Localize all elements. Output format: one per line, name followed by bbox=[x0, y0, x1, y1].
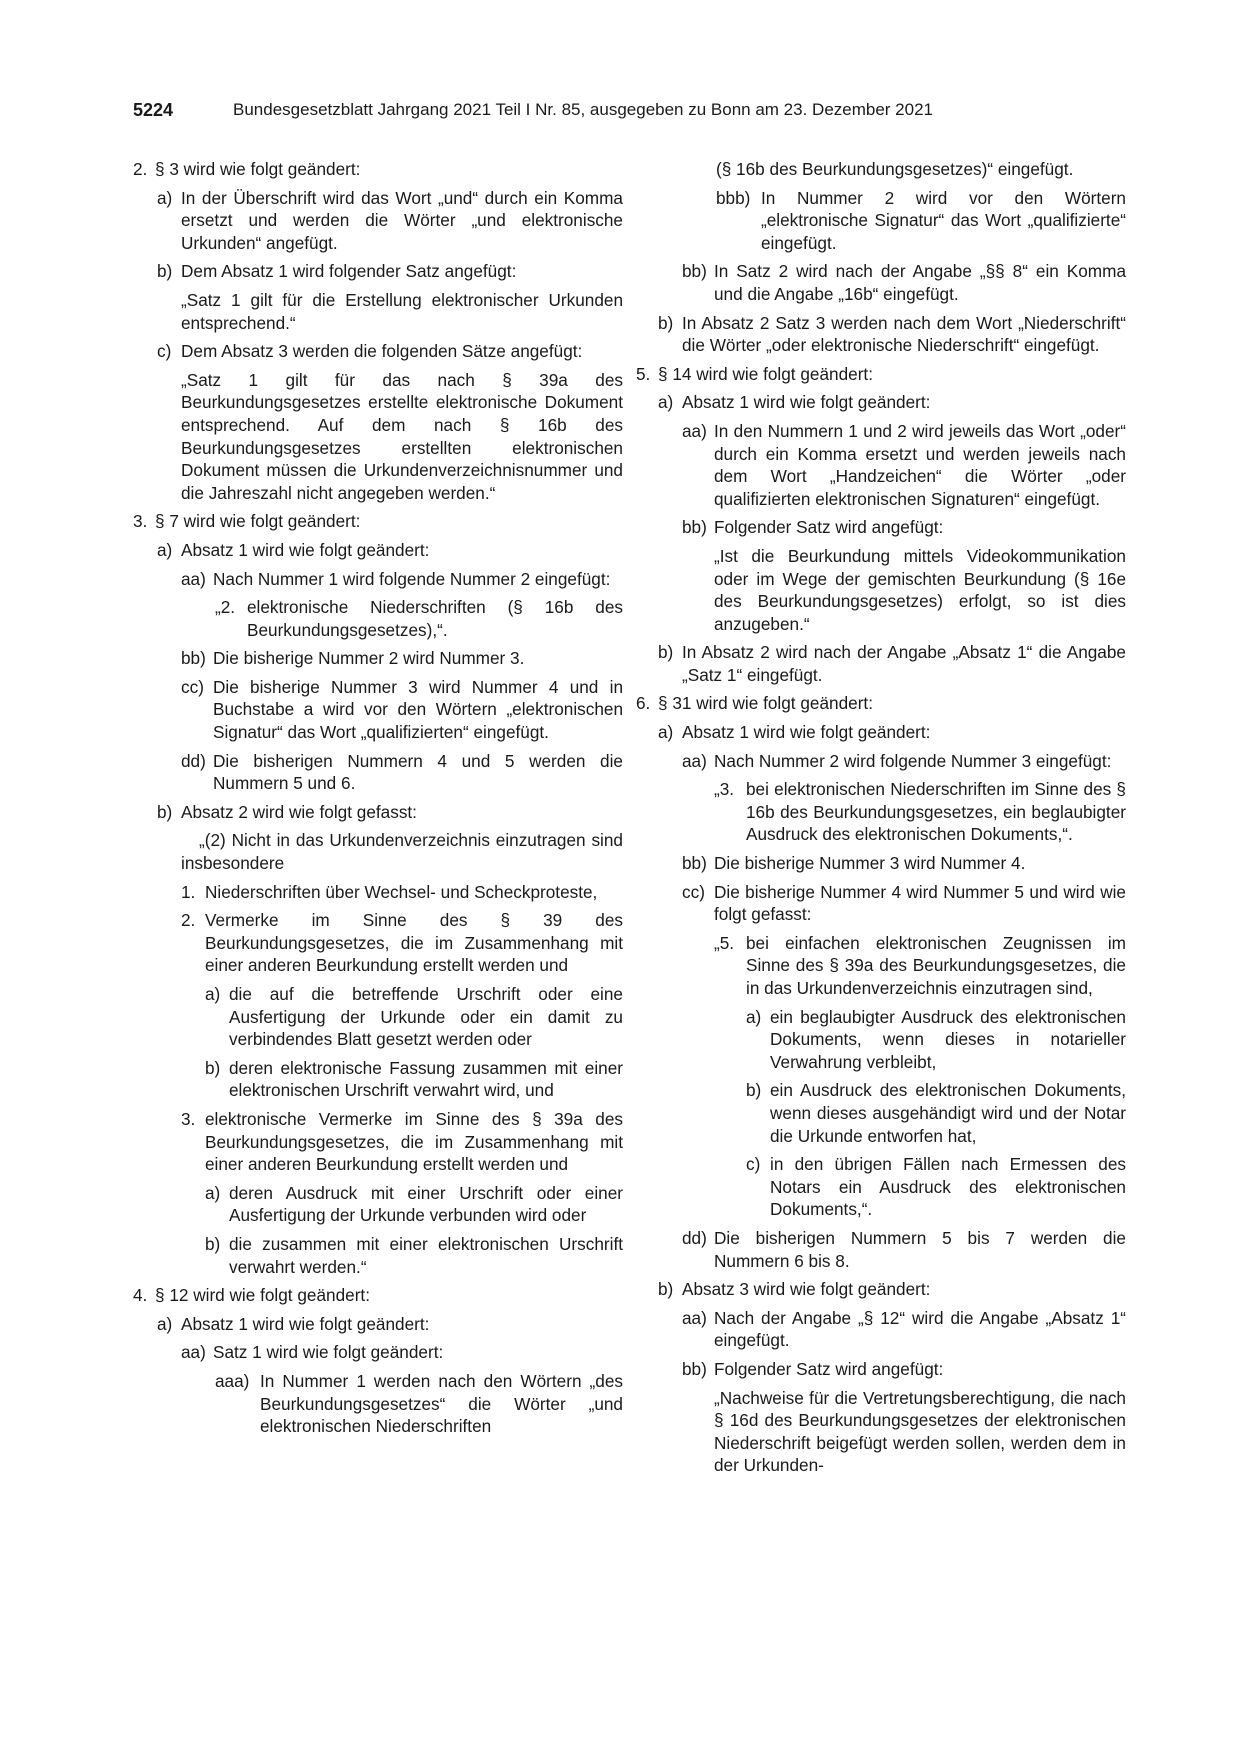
item-label: b) bbox=[658, 312, 674, 333]
list-item bbox=[133, 1057, 623, 1102]
item-label: a) bbox=[157, 187, 173, 208]
item-label: a) bbox=[157, 1313, 173, 1334]
list-item bbox=[133, 1370, 623, 1438]
item-label: b) bbox=[658, 642, 674, 663]
list-item bbox=[636, 260, 1126, 305]
item-text: Absatz 2 wird wie folgt gefasst: bbox=[181, 801, 417, 822]
item-text: Absatz 1 wird wie folgt geändert: bbox=[682, 392, 931, 413]
item-label: a) bbox=[746, 1006, 762, 1027]
item-text: deren elektronische Fassung zusammen mit einer elektronischen Urschrift verwahrt wird, und bbox=[229, 1057, 623, 1101]
item-text: § 7 wird wie folgt geändert: bbox=[155, 511, 361, 532]
item-text: bei einfachen elektronischen Zeugnissen im Sinne des § 39a des Beurkundungsgesetzes, die in das Urkundenverzeichnis einzutragen sind, bbox=[746, 932, 1126, 998]
item-label: aa) bbox=[682, 750, 707, 771]
paragraph: (§ 16b des Beurkundungsgesetzes)“ eingefügt. bbox=[716, 159, 1074, 179]
item-text: § 14 wird wie folgt geändert: bbox=[658, 363, 873, 384]
item-text: deren Ausdruck mit einer Urschrift oder einer Ausfertigung der Urkunde verbunden wird oder bbox=[229, 1182, 623, 1226]
list-item bbox=[636, 692, 1126, 715]
item-text: § 3 wird wie folgt geändert: bbox=[155, 159, 361, 179]
list-item bbox=[133, 801, 623, 824]
list-item bbox=[636, 1307, 1126, 1352]
item-label: 4. bbox=[133, 1285, 148, 1306]
item-label: a) bbox=[658, 722, 674, 743]
item-text: Absatz 1 wird wie folgt geändert: bbox=[682, 722, 931, 743]
list-item bbox=[133, 1182, 623, 1227]
item-label: b) bbox=[157, 801, 173, 822]
item-text: In Satz 2 wird nach der Angabe „§§ 8“ ein Komma und die Angabe „16b“ eingefügt. bbox=[714, 261, 1126, 304]
item-label: bb) bbox=[682, 517, 707, 538]
item-text: Nach der Angabe „§ 12“ wird die Angabe „Absatz 1“ eingefügt. bbox=[714, 1307, 1126, 1351]
list-item bbox=[133, 539, 623, 562]
item-text: Die bisherige Nummer 3 wird Nummer 4. bbox=[714, 853, 1026, 874]
item-text: elektronische Niederschriften (§ 16b des Beurkundungsgesetzes),“. bbox=[247, 597, 623, 640]
list-item bbox=[636, 187, 1126, 255]
item-text: Absatz 3 wird wie folgt geändert: bbox=[682, 1279, 931, 1300]
item-text: Folgender Satz wird angefügt: bbox=[714, 1358, 944, 1379]
item-label: a) bbox=[205, 984, 221, 1004]
item-label: „2. bbox=[215, 597, 236, 618]
list-item bbox=[133, 1284, 623, 1307]
item-text: In Absatz 2 wird nach der Angabe „Absatz 1“ die Angabe „Satz 1“ eingefügt. bbox=[682, 642, 1126, 685]
item-label: cc) bbox=[181, 676, 204, 697]
paragraph: „Satz 1 gilt für das nach § 39a des Beurkundungsgesetzes erstellte elektronische Dokument entsprechend. Auf dem nach § 16b des Beurkundungsgesetzes erstellten elektronischen Dokument müssen die Urkundenverzeichnisnummer und die Jahreszahl nicht angegeben werden.“ bbox=[181, 369, 623, 503]
item-label: „3. bbox=[714, 779, 735, 800]
list-item bbox=[133, 340, 623, 363]
paragraph: „(2) Nicht in das Urkundenverzeichnis einzutragen sind insbesondere bbox=[181, 830, 623, 874]
list-item bbox=[636, 1153, 1126, 1221]
item-text: Vermerke im Sinne des § 39 des Beurkundungsgesetzes, die im Zusammenhang mit einer anderen Beurkundung erstellt werden und bbox=[205, 910, 623, 976]
item-label: bb) bbox=[682, 261, 707, 282]
list-item bbox=[636, 391, 1126, 414]
item-label: a) bbox=[658, 392, 674, 413]
item-label: b) bbox=[658, 1279, 674, 1300]
item-label: aa) bbox=[682, 420, 707, 441]
item-label: bb) bbox=[682, 1358, 707, 1379]
list-item bbox=[636, 778, 1126, 846]
item-text: Absatz 1 wird wie folgt geändert: bbox=[181, 539, 430, 560]
list-item bbox=[636, 363, 1126, 386]
item-text: Die bisherige Nummer 3 wird Nummer 4 und in Buchstabe a wird vor den Wörtern „elektronischen Signatur“ das Wort „qualifizierten“ eingefügt. bbox=[213, 676, 623, 743]
list-item bbox=[636, 852, 1126, 875]
left-column bbox=[133, 158, 623, 1444]
list-item bbox=[133, 187, 623, 255]
list-item bbox=[636, 1278, 1126, 1301]
item-text: Nach Nummer 2 wird folgende Nummer 3 eingefügt: bbox=[714, 750, 1112, 771]
item-label: bbb) bbox=[716, 187, 751, 208]
list-item bbox=[133, 568, 623, 591]
item-text: In Nummer 2 wird vor den Wörtern „elektronische Signatur“ das Wort „qualifizierte“ eingefügt. bbox=[761, 187, 1126, 253]
item-text: Die bisherigen Nummern 4 und 5 werden die Nummern 5 und 6. bbox=[213, 750, 623, 794]
item-text: In Nummer 1 werden nach den Wörtern „des Beurkundungsgesetzes“ die Wörter „und elektronischen Niederschriften bbox=[260, 1370, 623, 1437]
item-label: bb) bbox=[181, 648, 206, 669]
item-text: Nach Nummer 1 wird folgende Nummer 2 eingefügt: bbox=[213, 568, 611, 589]
list-item bbox=[636, 420, 1126, 510]
item-text: Die bisherige Nummer 2 wird Nummer 3. bbox=[213, 648, 525, 669]
list-item bbox=[636, 1227, 1126, 1272]
item-text: ein Ausdruck des elektronischen Dokuments, wenn dieses ausgehändigt wird und der Notar die Urkunde entworfen hat, bbox=[770, 1080, 1126, 1146]
list-item bbox=[636, 516, 1126, 539]
list-item bbox=[636, 641, 1126, 686]
item-label: 2. bbox=[181, 910, 196, 931]
item-text: In der Überschrift wird das Wort „und“ durch ein Komma ersetzt und werden die Wörter „und elektronische Urkunden“ angefügt. bbox=[181, 187, 623, 253]
item-text: In den Nummern 1 und 2 wird jeweils das Wort „oder“ durch ein Komma ersetzt und werden jeweils nach dem Wort „Handzeichen“ die Wörter „oder qualifizierten elektronischen Signaturen“ eingefügt. bbox=[714, 420, 1126, 509]
item-label: cc) bbox=[682, 881, 705, 902]
item-text: Satz 1 wird wie folgt geändert: bbox=[213, 1342, 444, 1363]
list-item bbox=[133, 676, 623, 744]
list-item bbox=[636, 721, 1126, 744]
list-item bbox=[133, 1313, 623, 1336]
item-text: in den übrigen Fällen nach Ermessen des Notars ein Ausdruck des elektronischen Dokuments,“. bbox=[770, 1154, 1126, 1220]
item-label: aa) bbox=[181, 1342, 206, 1363]
item-label: 3. bbox=[181, 1108, 196, 1129]
item-label: dd) bbox=[181, 750, 206, 771]
item-label: c) bbox=[746, 1154, 761, 1175]
item-label: 2. bbox=[133, 159, 148, 179]
item-text: Absatz 1 wird wie folgt geändert: bbox=[181, 1313, 430, 1334]
list-item bbox=[133, 750, 623, 795]
item-text: bei elektronischen Niederschriften im Sinne des § 16b des Beurkundungsgesetzes, ein beglaubigter Ausdruck des elektronischen Dokuments,“. bbox=[746, 779, 1126, 845]
list-item bbox=[133, 596, 623, 641]
item-text: Niederschriften über Wechsel- und Scheckproteste, bbox=[205, 881, 598, 902]
page-number: 5224 bbox=[133, 100, 174, 120]
item-label: 1. bbox=[181, 881, 196, 902]
list-item bbox=[133, 983, 623, 1051]
item-label: c) bbox=[157, 341, 172, 362]
item-text: ein beglaubigter Ausdruck des elektronischen Dokuments, wenn dieses in notarieller Verwahrung verbleibt, bbox=[770, 1006, 1126, 1072]
list-item bbox=[636, 1079, 1126, 1147]
running-title: Bundesgesetzblatt Jahrgang 2021 Teil I Nr. 85, ausgegeben zu Bonn am 23. Dezember 2021 bbox=[233, 100, 933, 119]
item-text: § 12 wird wie folgt geändert: bbox=[155, 1285, 370, 1306]
item-label: b) bbox=[746, 1080, 762, 1101]
item-label: aa) bbox=[181, 568, 206, 589]
item-label: a) bbox=[205, 1182, 221, 1203]
item-text: die zusammen mit einer elektronischen Urschrift verwahrt werden.“ bbox=[229, 1233, 623, 1277]
item-label: aaa) bbox=[215, 1370, 250, 1391]
item-label: a) bbox=[157, 539, 173, 560]
paragraph: „Satz 1 gilt für die Erstellung elektronischer Urkunden entsprechend.“ bbox=[181, 289, 623, 333]
item-label: bb) bbox=[682, 853, 707, 874]
list-item bbox=[133, 1233, 623, 1278]
list-item bbox=[133, 1108, 623, 1176]
list-item bbox=[133, 510, 623, 533]
list-item bbox=[133, 1341, 623, 1364]
item-label: „5. bbox=[714, 932, 735, 953]
item-label: 6. bbox=[636, 693, 651, 714]
item-text: Die bisherigen Nummern 5 bis 7 werden die Nummern 6 bis 8. bbox=[714, 1227, 1126, 1271]
item-text: § 31 wird wie folgt geändert: bbox=[658, 693, 873, 714]
item-text: Dem Absatz 3 werden die folgenden Sätze angefügt: bbox=[181, 341, 583, 362]
item-text: Folgender Satz wird angefügt: bbox=[714, 517, 944, 538]
right-column bbox=[636, 158, 1126, 1483]
list-item bbox=[636, 750, 1126, 773]
list-item bbox=[133, 647, 623, 670]
item-text: Die bisherige Nummer 4 wird Nummer 5 und wird wie folgt gefasst: bbox=[714, 881, 1126, 925]
paragraph: „Nachweise für die Vertretungsberechtigung, die nach § 16d des Beurkundungsgesetzes der elektronischen Niederschrift beigefügt werden sollen, werden dem in der Urkunden- bbox=[714, 1387, 1126, 1476]
list-item bbox=[133, 909, 623, 977]
item-text: die auf die betreffende Urschrift oder eine Ausfertigung der Urkunde oder ein damit zu verbindendes Blatt gesetzt werden oder bbox=[229, 984, 623, 1050]
list-item bbox=[636, 1358, 1126, 1381]
list-item bbox=[133, 881, 623, 904]
list-item bbox=[636, 312, 1126, 357]
item-text: Dem Absatz 1 wird folgender Satz angefügt: bbox=[181, 261, 517, 282]
list-item bbox=[636, 881, 1126, 926]
list-item bbox=[636, 932, 1126, 1000]
item-label: b) bbox=[157, 261, 173, 282]
list-item bbox=[133, 260, 623, 283]
item-text: In Absatz 2 Satz 3 werden nach dem Wort „Niederschrift“ die Wörter „oder elektronische Niederschrift“ eingefügt. bbox=[682, 312, 1126, 356]
item-label: b) bbox=[205, 1233, 221, 1254]
item-label: 5. bbox=[636, 363, 651, 384]
item-label: 3. bbox=[133, 511, 148, 532]
paragraph: „Ist die Beurkundung mittels Videokommunikation oder im Wege der gemischten Beurkundung (§ 16e des Beurkundungsgesetzes) erfolgt, so ist dies anzugeben.“ bbox=[714, 545, 1126, 634]
item-label: dd) bbox=[682, 1227, 707, 1248]
item-label: b) bbox=[205, 1057, 221, 1078]
list-item bbox=[133, 158, 623, 181]
list-item bbox=[636, 1006, 1126, 1074]
item-text: elektronische Vermerke im Sinne des § 39a des Beurkundungsgesetzes, die im Zusammenhang mit einer anderen Beurkundung erstellt werden und bbox=[205, 1108, 623, 1175]
item-label: aa) bbox=[682, 1307, 707, 1328]
